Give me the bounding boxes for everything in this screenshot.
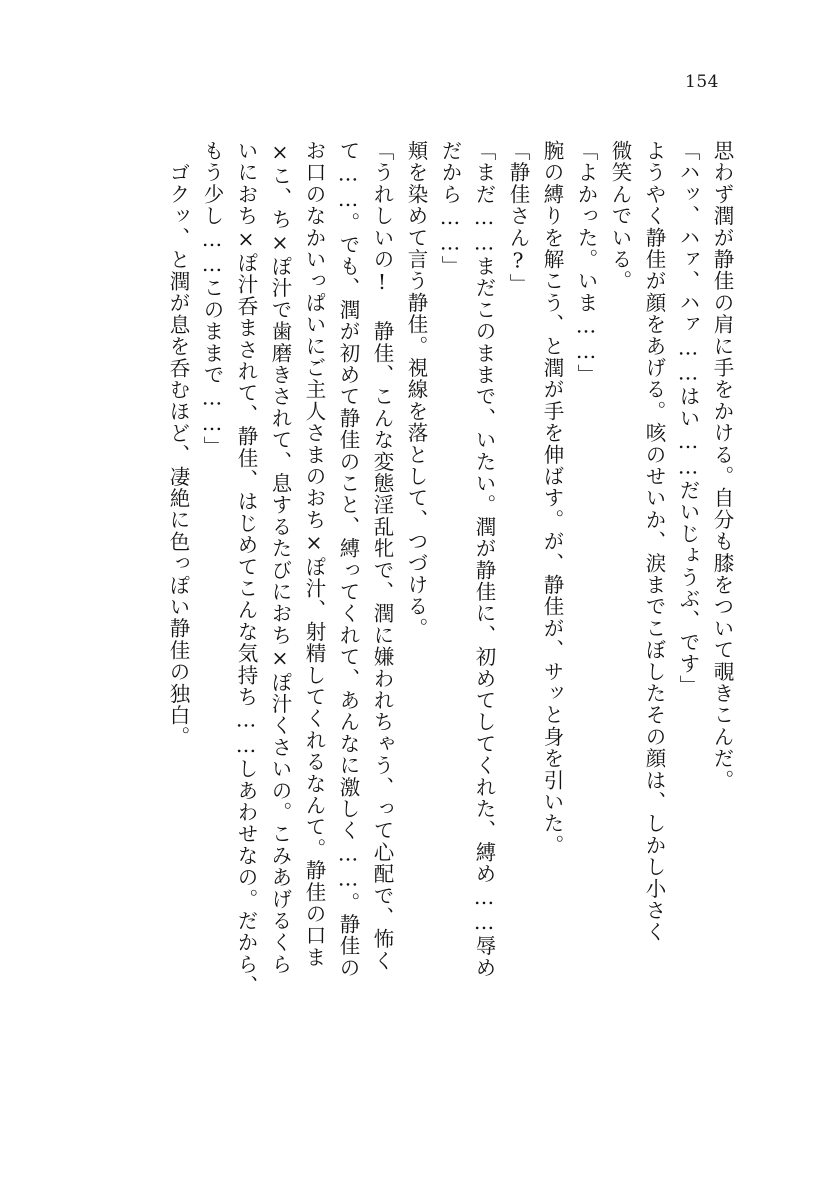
text-line: お口のなかいっぱいにご主人さまのおち×ぽ汁、射精してくれるなんて。静佳の口ま	[302, 140, 326, 969]
page-number: 154	[685, 72, 719, 92]
text-line: て……。でも、潤が初めて静佳のこと、縛ってくれて、あんなに激しく……。静佳の	[336, 140, 360, 979]
text-line: 「静佳さん?」	[506, 140, 530, 296]
text-line: 頬を染めて言う静佳。視線を落として、つづける。	[404, 140, 428, 640]
text-line: もう少し……このままで……」	[200, 140, 224, 458]
text-line: 「うれしいの! 静佳、こんな変態淫乱牝で、潤に嫌われちゃう、って心配で、怖く	[370, 140, 394, 972]
text-line: いにおち×ぽ汁呑まされて、静佳、はじめてこんな気持ち……しあわせなの。だから、	[234, 140, 258, 997]
text-line: 「まだ……まだこのままで、いたい。潤が静佳に、初めてしてくれた、縛め……辱め	[472, 140, 496, 979]
text-line: 「ハッ、ハァ、ハァ……はい……だいじょうぶ、です」	[676, 140, 700, 697]
text-line: 思わず潤が静佳の肩に手をかける。自分も膝をついて覗きこんだ。	[710, 140, 734, 791]
text-line: ようやく静佳が顔をあげる。咳のせいか、涙までこぼしたその顔は、しかし小さく	[642, 140, 666, 943]
text-line: ×こ、ち×ぽ汁で歯磨きされて、息するたびにおち×ぽ汁くさいの。こみあげるくら	[268, 140, 292, 976]
body-text-block	[105, 140, 732, 1090]
text-line: 微笑んでいる。	[608, 140, 632, 292]
text-line: だから……」	[438, 140, 462, 278]
text-line: 「よかった。いま……」	[574, 140, 598, 386]
text-line: 腕の縛りを解こう、と潤が手を伸ばす。が、静佳が、サッと身を引いた。	[540, 140, 564, 857]
text-line: ゴクッ、と潤が息を呑むほど、凄絶に色っぽい静佳の独白。	[166, 162, 190, 748]
